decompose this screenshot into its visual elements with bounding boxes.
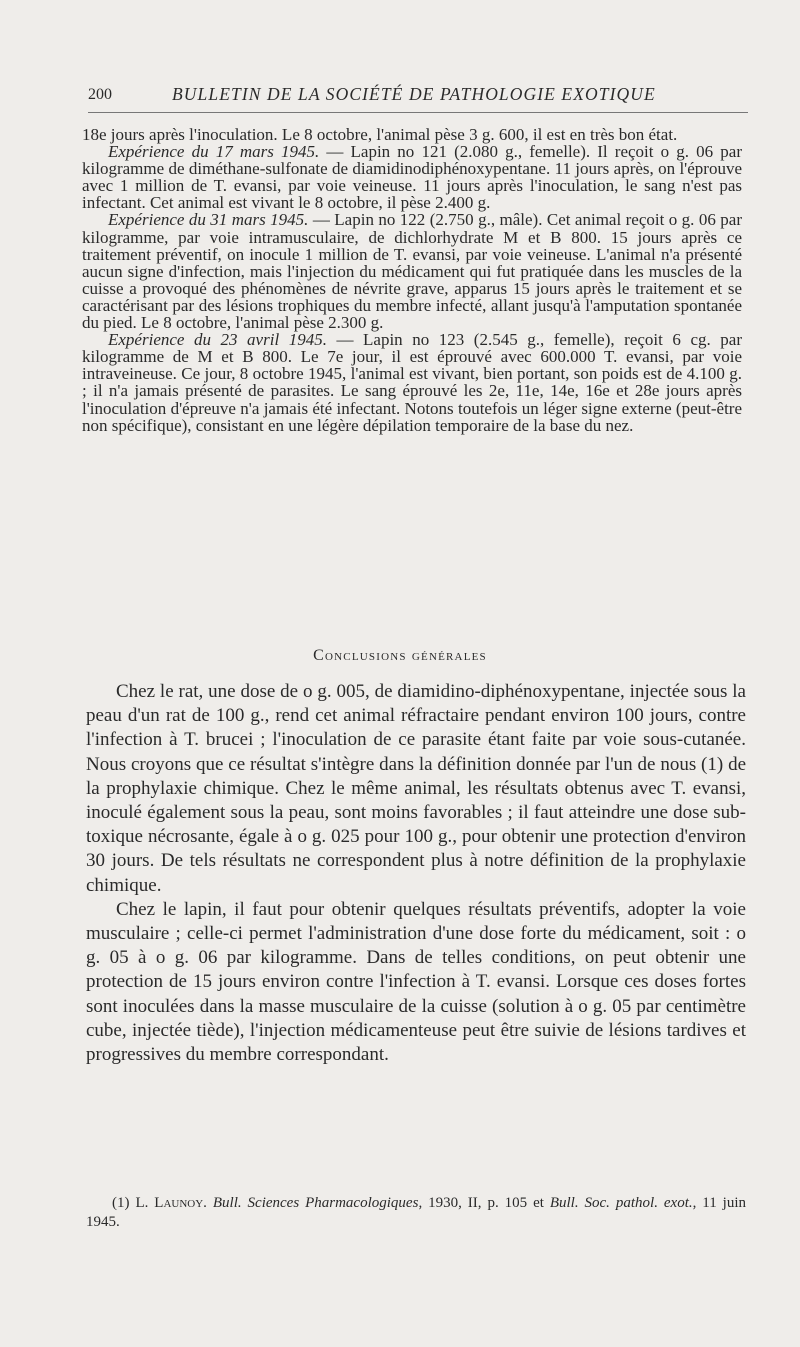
header-rule <box>88 112 748 113</box>
experiment-3-paragraph <box>82 331 742 434</box>
experiment-2-heading: Expérience du 31 mars 1945. <box>108 210 309 230</box>
footnote <box>86 1194 746 1232</box>
experiment-1-text: — Lapin no 121 (2.080 g., femelle). Il reçoit o g. 06 par kilogramme de diméthane-sulfonate de diamidinodiphénoxypentane. 11 jours après, on l'éprouve avec 1 million de T. evansi, par voie veineuse. 11 jours après l'inoculation, le sang n'est pas infectant. Cet animal est vivant le 8 octobre, il pèse 2.400 g. <box>82 142 742 213</box>
footnote-author: L. Launoy. <box>135 1195 207 1211</box>
footnote-marker: (1) <box>112 1195 130 1211</box>
section-title: Conclusions générales <box>313 647 487 664</box>
experiment-1-paragraph <box>82 143 742 211</box>
footnote-reference-1: , 1930, II, p. 105 et <box>418 1195 550 1211</box>
page-number: 200 <box>88 86 112 103</box>
conclusions-paragraph-2: Chez le lapin, il faut pour obtenir quelques résultats préventifs, adopter la voie musculaire ; celle-ci permet l'administration d'une dose forte du médicament, soit : o g. 05 à o g. 06 par kilogramme. Dans de telles conditions, on peut obtenir une protection de 15 jours environ contre l'infection à T. evansi. Lorsque ces doses fortes sont inoculées dans la masse musculaire de la cuisse (solution à o g. 05 par centimètre cube, injectée tiède), l'injection médicamenteuse peut être suivie de lésions tardives et progressives du membre correspondant. <box>86 898 746 1066</box>
experiment-3-heading: Expérience du 23 avril 1945. <box>108 330 327 350</box>
footnote-reference-2: , 11 juin 1945. <box>86 1195 746 1230</box>
experiment-3-text: — Lapin no 123 (2.545 g., femelle), reçoit 6 cg. par kilogramme de M et B 800. Le 7e jour, il est éprouvé avec 600.000 T. evansi, par voie intraveineuse. Ce jour, 8 octobre 1945, l'animal est vivant, bien portant, son poids est de 4.100 g. ; il n'a jamais présenté de parasites. Le sang éprouvé les 2e, 11e, 14e, 16e et 28e jours après l'inoculation d'épreuve n'a jamais été infectant. Notons toutefois un léger signe externe (peut-être non spécifique), consistant en une légère dépilation temporaire de la base du nez. <box>82 330 742 435</box>
conclusions-paragraph-1: Chez le rat, une dose de o g. 005, de diamidino-diphénoxypentane, injectée sous la peau d'un rat de 100 g., rend cet animal réfractaire pendant environ 100 jours, contre l'infection à T. brucei ; l'inoculation de ce parasite étant faite par voie sous-cutanée. Nous croyons que ce résultat s'intègre dans la définition donnée par l'un de nous (1) de la prophylaxie chimique. Chez le même animal, les résultats obtenus avec T. evansi, inoculé également sous la peau, sont moins favorables ; il faut atteindre une dose sub-toxique nécrosante, égale à o g. 025 pour 100 g., pour obtenir une protection d'environ 30 jours. De tels résultats ne correspondent plus à notre définition de la prophylaxie chimique. <box>86 681 746 896</box>
experiment-1-heading: Expérience du 17 mars 1945. <box>108 142 320 162</box>
experiment-2-paragraph <box>82 211 742 331</box>
intro-paragraph: 18e jours après l'inoculation. Le 8 octobre, l'animal pèse 3 g. 600, il est en très bon état. <box>82 125 678 144</box>
footnote-journal-1: Bull. Sciences Pharmacologiques <box>212 1195 419 1211</box>
experiment-2-text: — Lapin no 122 (2.750 g., mâle). Cet animal reçoit o g. 06 par kilogramme, par voie intramusculaire, de dichlorhydrate M et B 800. 15 jours après ce traitement préventif, on inocule 1 million de T. evansi, par voie veineuse. L'animal n'a présenté aucun signe d'infection, mais l'injection du médicament qui fut pratiquée dans les muscles de la cuisse a provoqué des phénomènes de névrite grave, apparus 15 jours après le traitement et se caractérisant par des lésions trophiques du membre infecté, allant jusqu'à l'amputation spontanée du pied. Le 8 octobre, l'animal pèse 2.300 g. <box>82 210 742 333</box>
page-header <box>88 84 748 108</box>
running-title: BULLETIN DE LA SOCIÉTÉ DE PATHOLOGIE EXOTIQUE <box>172 84 656 104</box>
experiments-section <box>82 126 742 434</box>
conclusions-section <box>86 680 746 1067</box>
footnote-journal-2: Bull. Soc. pathol. exot. <box>549 1195 693 1211</box>
